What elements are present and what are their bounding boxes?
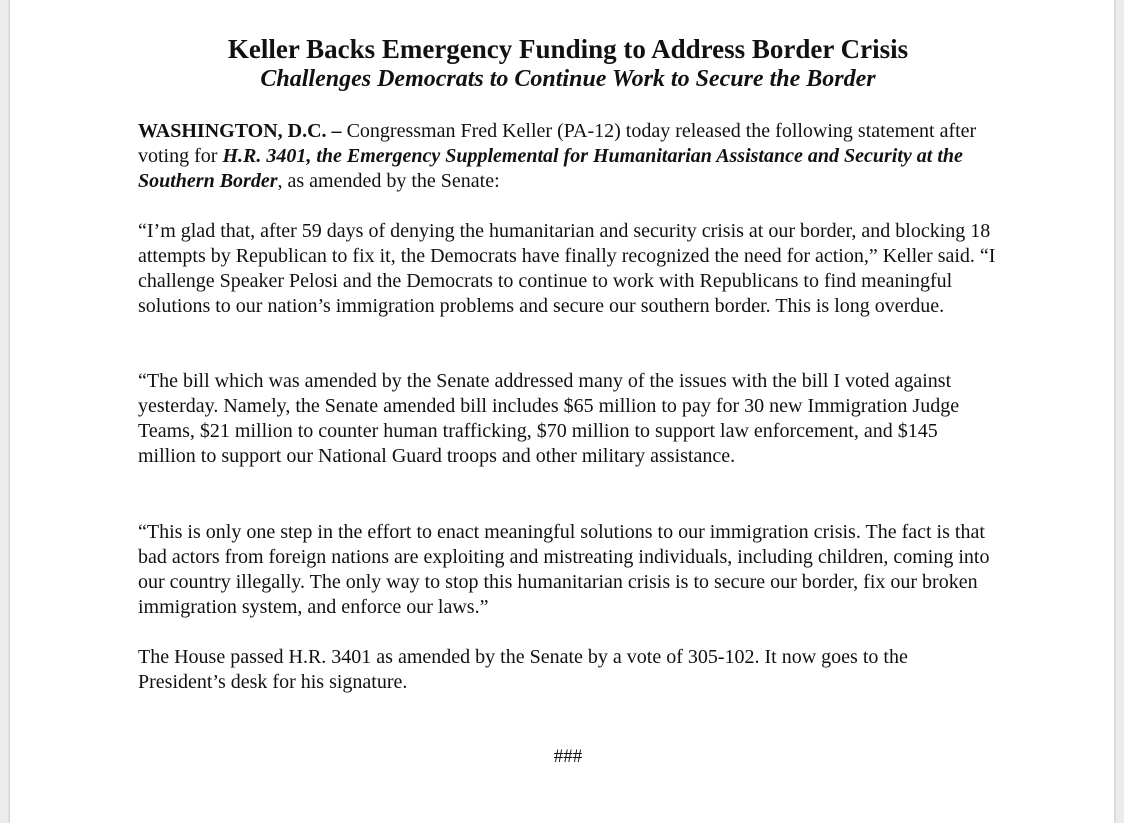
dateline: WASHINGTON, D.C. – (138, 120, 342, 142)
bill-title: H.R. 3401, the Emergency Supplemental for Humanitarian Assistance and Security at the Southern Border (138, 145, 963, 192)
quote-paragraph-3: “This is only one step in the effort to enact meaningful solutions to our immigration crisis. The fact is that bad actors from foreign nations are exploiting and mistreating individuals, including children, coming into our country illegally. The only way to stop this humanitarian crisis is to secure our border, fix our broken immigration system, and enforce our laws.” (138, 521, 990, 618)
intro-text-2: , as amended by the Senate: (277, 170, 500, 192)
intro-text-1: Congressman Fred Keller (PA-12) today released the following statement after voting for (138, 120, 977, 167)
headline: Keller Backs Emergency Funding to Address Border Crisis (227, 34, 909, 64)
subheadline: Challenges Democrats to Continue Work to Secure the Border (260, 66, 876, 92)
closing-paragraph: The House passed H.R. 3401 as amended by the Senate by a vote of 305-102. It now goes to the President’s desk for his signature. (138, 646, 908, 693)
document-page (10, 0, 1114, 823)
end-mark: ### (553, 746, 583, 767)
quote-paragraph-1: “I’m glad that, after 59 days of denying the humanitarian and security crisis at our border, and blocking 18 attempts by Republican to fix it, the Democrats have finally recognized the need for action,” Keller said. “I challenge Speaker Pelosi and the Democrats to continue to work with Republicans to find meaningful solutions to our nation’s immigration problems and secure our southern border. This is long overdue. (138, 220, 996, 317)
intro-paragraph (138, 119, 998, 194)
quote-paragraph-2: “The bill which was amended by the Senate addressed many of the issues with the bill I voted against yesterday. Namely, the Senate amended bill includes $65 million to pay for 30 new Immigration Judge Teams, $21 million to counter human trafficking, $70 million to support law enforcement, and $145 million to support our National Guard troops and other military assistance. (138, 370, 960, 467)
